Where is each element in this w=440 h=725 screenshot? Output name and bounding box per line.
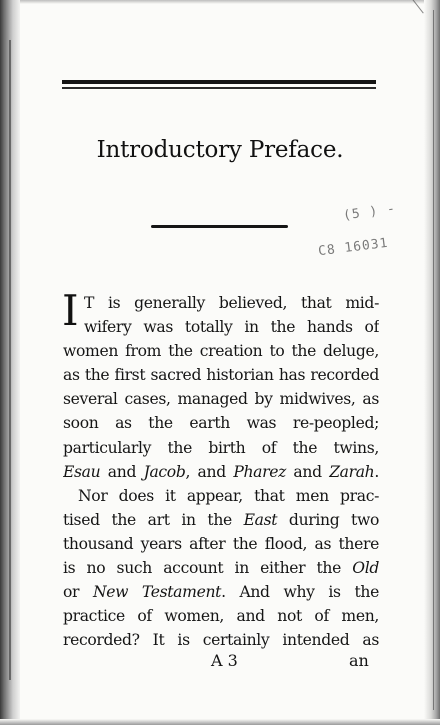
- text-line: [84, 291, 379, 315]
- text-line: [63, 556, 379, 580]
- italic-text: Pharez: [233, 463, 286, 481]
- text-run: is no such account in either the: [63, 559, 353, 577]
- thin-rule: [62, 87, 376, 89]
- italic-text: East: [243, 511, 278, 529]
- text-line: [63, 339, 379, 363]
- text-run: during two: [277, 511, 379, 529]
- italic-text: Zarah: [329, 463, 375, 481]
- text-line: [63, 628, 379, 652]
- text-run: , and: [185, 463, 234, 481]
- text-run: recorded? It is certainly intended as: [63, 631, 379, 649]
- text-run: soon as the earth was re-peopled;: [63, 414, 379, 432]
- text-line: [84, 315, 379, 339]
- text-run: .: [374, 463, 379, 481]
- italic-text: Old: [352, 559, 379, 577]
- double-rule-ornament: [62, 80, 376, 89]
- text-line: [63, 460, 379, 484]
- text-run: thousand years after the flood, as there: [63, 535, 379, 553]
- italic-text: New Testament: [92, 583, 222, 601]
- page-edge-line: [433, 10, 434, 710]
- text-run: several cases, managed by midwives, as: [63, 390, 379, 408]
- page-heading: Introductory Preface.: [96, 137, 344, 163]
- handwritten-mark-2: C8 16031: [317, 235, 390, 260]
- text-line: [63, 604, 379, 628]
- text-line: [63, 436, 379, 460]
- text-run: women from the creation to the deluge,: [63, 342, 379, 360]
- text-line: [63, 363, 379, 387]
- page-top-shadow: [0, 0, 440, 4]
- text-run: and: [285, 463, 330, 481]
- page-edge-shadow: [424, 0, 440, 725]
- text-line: [63, 387, 379, 411]
- italic-text: Jacob: [143, 463, 186, 481]
- text-run: as the first sacred historian has recorded: [63, 366, 379, 384]
- text-line: [63, 532, 379, 556]
- text-run: T is generally believed, that mid-: [84, 294, 379, 312]
- handwritten-mark-1: (5 ) -: [342, 201, 397, 224]
- italic-text: Esau: [63, 463, 101, 481]
- text-run: particularly the birth of the twins,: [63, 439, 379, 457]
- text-run: wifery was totally in the hands of: [84, 318, 379, 336]
- catchword: an: [349, 651, 369, 670]
- thick-rule: [62, 80, 376, 84]
- text-run: . And why is the: [221, 583, 379, 601]
- page-bottom-shadow: [0, 719, 440, 725]
- text-run: and: [100, 463, 144, 481]
- binding-line: [9, 40, 11, 680]
- text-line: [63, 411, 379, 435]
- text-run: Nor does it appear, that men prac-: [78, 487, 379, 505]
- text-run: or: [63, 583, 93, 601]
- text-run: tised the art in the: [63, 511, 244, 529]
- signature-mark: A 3: [211, 651, 238, 670]
- tapered-rule: [151, 225, 288, 228]
- tapered-rule-ornament: [151, 224, 288, 228]
- text-line: [63, 508, 379, 532]
- text-line: [63, 580, 379, 604]
- text-line: [78, 484, 379, 508]
- text-run: practice of women, and not of men,: [63, 607, 379, 625]
- drop-cap: I: [62, 286, 79, 335]
